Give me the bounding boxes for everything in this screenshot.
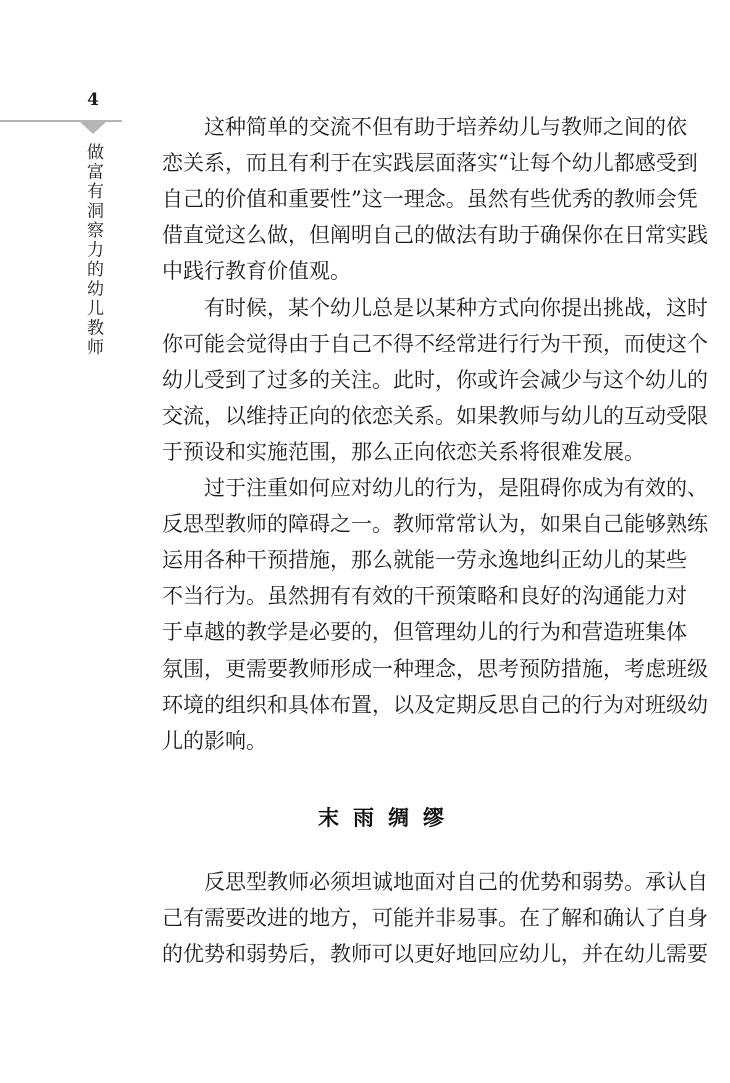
text-line: 自己的价值和重要性”这一理念。虽然有些优秀的教师会凭 (162, 187, 698, 212)
text-line: 儿的影响。 (162, 728, 267, 753)
section-heading: 末雨绸缪 (318, 806, 458, 830)
text-line: 反思型教师的障碍之一。教师常常认为，如果自己能够熟练 (162, 512, 708, 537)
text-line: 过于注重如何应对幼儿的行为，是阻碍你成为有效的、 (204, 476, 708, 500)
text-line: 反思型教师必须坦诚地面对自己的优势和弱势。承认自 (204, 870, 708, 894)
text-line: 于卓越的教学是必要的，但管理幼儿的行为和营造班集体 (162, 620, 687, 645)
text-line: 有时候，某个幼儿总是以某种方式向你提出挑战，这时 (204, 295, 708, 320)
text-line: 借直觉这么做，但阐明自己的做法有助于确保你在日常实践 (162, 223, 708, 248)
text-line: 的优势和弱势后，教师可以更好地回应幼儿，并在幼儿需要 (162, 942, 708, 967)
header-rule-pointer (80, 122, 106, 134)
text-line: 你可能会觉得由于自己不得不经常进行行为干预，而使这个 (162, 331, 708, 356)
page-number: 4 (87, 90, 99, 110)
text-line: 氛围，更需要教师形成一种理念，思考预防措施，考虑班级 (162, 656, 708, 681)
text-line: 环境的组织和具体布置，以及定期反思自己的行为对班级幼 (162, 692, 708, 717)
text-line: 幼儿受到了过多的关注。此时，你或许会减少与这个幼儿的 (162, 367, 708, 392)
running-book-title: 做富有洞察力的幼儿教师 (83, 143, 103, 358)
text-line: 不当行为。虽然拥有有效的干预策略和良好的沟通能力对 (162, 584, 687, 609)
text-line: 这种简单的交流不但有助于培养幼儿与教师之间的依 (204, 115, 687, 139)
text-line: 中践行教育价值观。 (162, 259, 351, 284)
text-line: 运用各种干预措施，那么就能一劳永逸地纠正幼儿的某些 (162, 548, 687, 573)
text-line: 己有需要改进的地方，可能并非易事。在了解和确认了自身 (162, 906, 708, 931)
text-line: 交流，以维持正向的依恋关系。如果教师与幼儿的互动受限 (162, 403, 708, 428)
text-line: 于预设和实施范围，那么正向依恋关系将很难发展。 (162, 439, 645, 464)
text-line: 恋关系，而且有利于在实践层面落实“让每个幼儿都感受到 (162, 151, 698, 176)
